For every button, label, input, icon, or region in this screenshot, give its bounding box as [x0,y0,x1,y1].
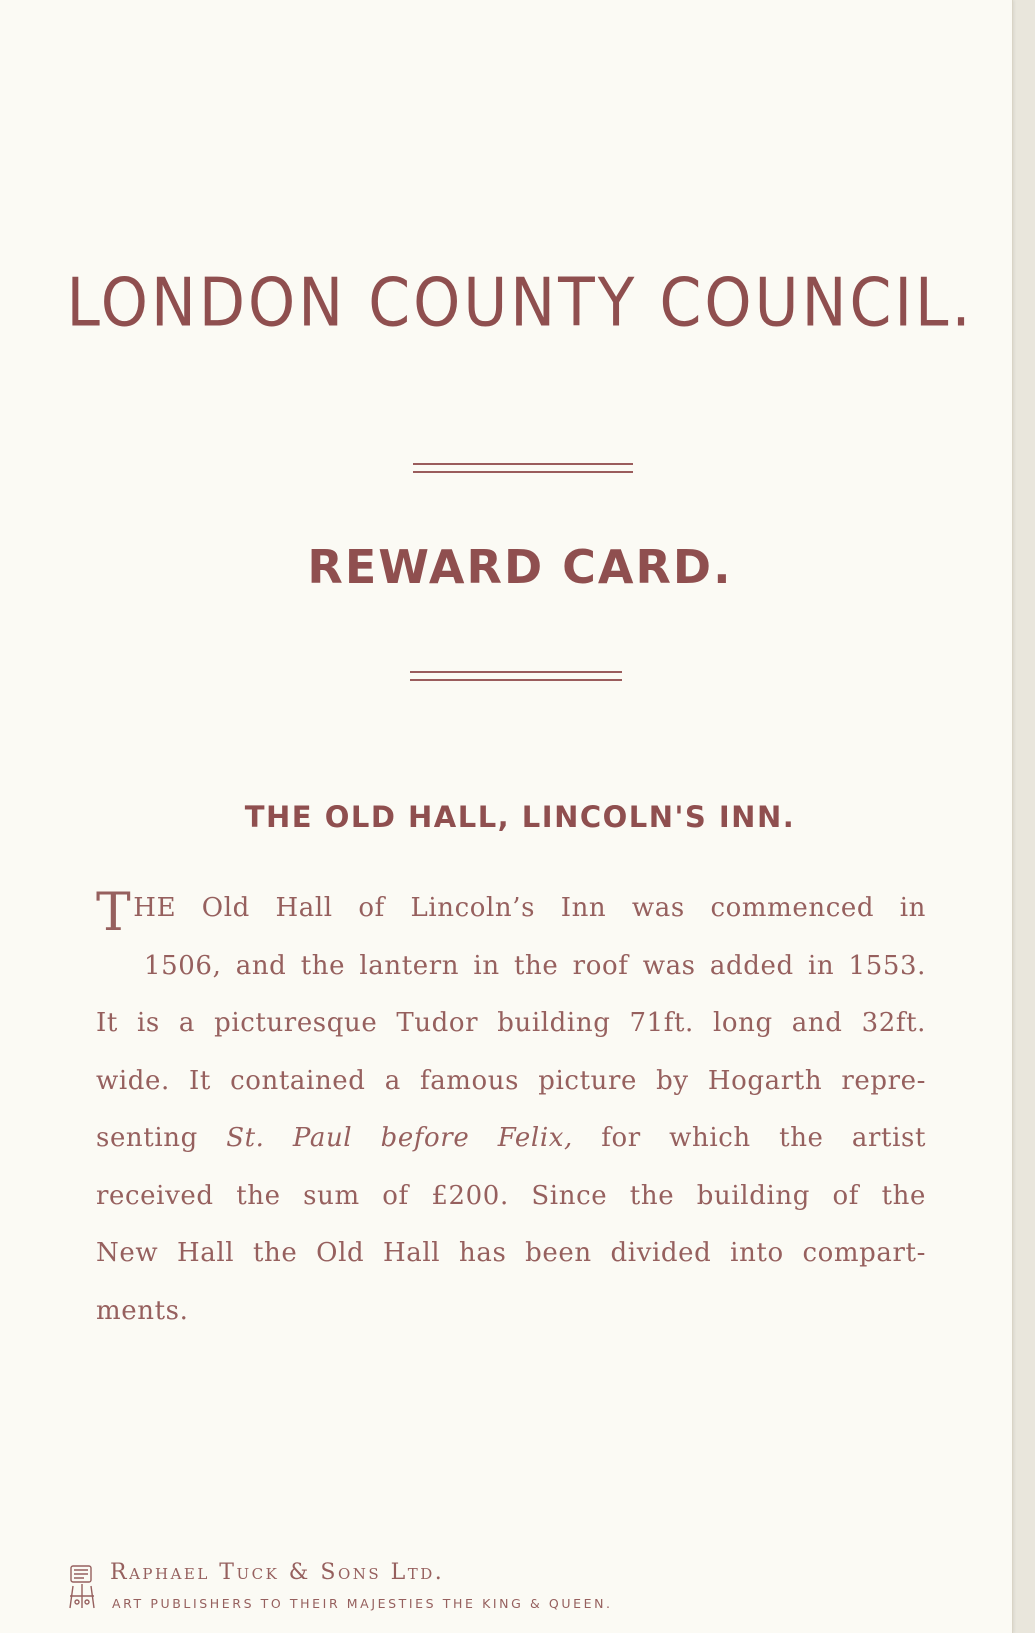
painting-title: St. Paul before Felix, [226,1123,573,1153]
card-type-heading: REWARD CARD. [307,540,733,594]
body-line-4: wide. It contained a famous picture by Hogarth repre- [96,1065,926,1096]
body-line-1 [96,880,926,943]
easel-palette-icon [68,1562,96,1612]
organisation-title: LONDON COUNTY COUNCIL. [66,263,974,343]
body-line-2: 1506, and the lantern in the roof was added in 1553. [144,950,926,981]
body-line-1-text: HE Old Hall of Lincoln’s Inn was commenced in [133,893,926,923]
body-line-5-end: for which the artist [601,1123,927,1153]
body-line-6: received the sum of £200. Since the building of the [96,1180,926,1211]
drop-cap: T [96,883,132,943]
publisher-tagline: ART PUBLISHERS TO THEIR MAJESTIES THE KING & QUEEN. [112,1596,613,1611]
double-rule-bottom [410,671,622,673]
body-line-3: It is a picturesque Tudor building 71ft. long and 32ft. [96,1008,926,1038]
double-rule-top [413,463,633,465]
body-line-8: ments. [96,1295,189,1326]
body-line-7: New Hall the Old Hall has been divided into compart- [96,1238,926,1268]
body-paragraph [96,880,926,1340]
body-line-5-start: senting [96,1123,198,1153]
subject-heading: THE OLD HALL, LINCOLN'S INN. [244,800,796,834]
body-line-5 [96,1110,926,1168]
publisher-name: Raphael Tuck & Sons Ltd. [110,1560,445,1585]
